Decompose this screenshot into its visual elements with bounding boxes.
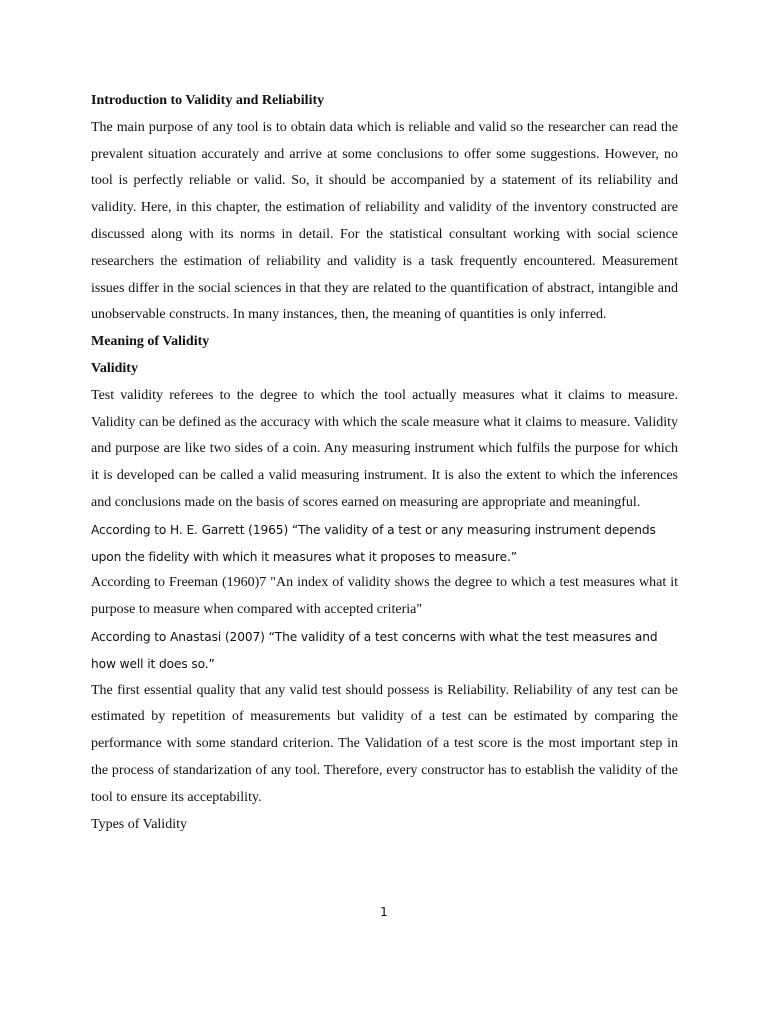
page-number: 1 [380, 905, 388, 919]
freeman-quote: According to Freeman (1960)7 "An index of validity shows the degree to which a test measures what it purpose to measure when compared with accepted criteria" [91, 575, 678, 618]
essential-quality-paragraph: The first essential quality that any valid test should possess is Reliability. Reliability of any test can be estimated by repetition of measurements but validity of a test can be estimated by comparing the performance with some standard criterion. The Validation of a test score is the most important step in the process of standarization of any tool. Therefore, every constructor has to establish the validity of the tool to ensure its acceptability. [91, 682, 678, 805]
document-page [91, 88, 678, 838]
garrett-quote: According to H. E. Garrett (1965) “The validity of a test or any measuring instrument depends upon the fidelity with which it measures what it proposes to measure.” [91, 522, 656, 564]
validity-paragraph: Test validity referees to the degree to which the tool actually measures what it claims to measure. Validity can be defined as the accuracy with which the scale measure what it claims to measure. Validity and purpose are like two sides of a coin. Any measuring instrument which fulfils the purpose for which it is developed can be called a valid measuring instrument. It is also the extent to which the inferences and conclusions made on the basis of scores earned on measuring are appropriate and meaningful. [91, 387, 678, 510]
intro-paragraph: The main purpose of any tool is to obtain data which is reliable and valid so the researcher can read the prevalent situation accurately and arrive at some conclusions to offer some suggestions. However, no tool is perfectly reliable or valid. So, it should be accompanied by a statement of its reliability and validity. Here, in this chapter, the estimation of reliability and validity of the inventory constructed are discussed along with its norms in detail. For the statistical consultant working with social science researchers the estimation of reliability and validity is a task frequently encountered. Measurement issues differ in the social sciences in that they are related to the quantification of abstract, intangible and unobservable constructs. In many instances, then, the meaning of quantities is only inferred. [91, 119, 678, 323]
meaning-of-validity-heading: Meaning of Validity [91, 334, 210, 350]
anastasi-quote: According to Anastasi (2007) “The validity of a test concerns with what the test measures and how well it does so.” [91, 629, 658, 671]
intro-heading: Introduction to Validity and Reliability [91, 93, 325, 108]
types-of-validity-heading: Types of Validity [91, 816, 187, 832]
validity-heading: Validity [91, 360, 138, 376]
